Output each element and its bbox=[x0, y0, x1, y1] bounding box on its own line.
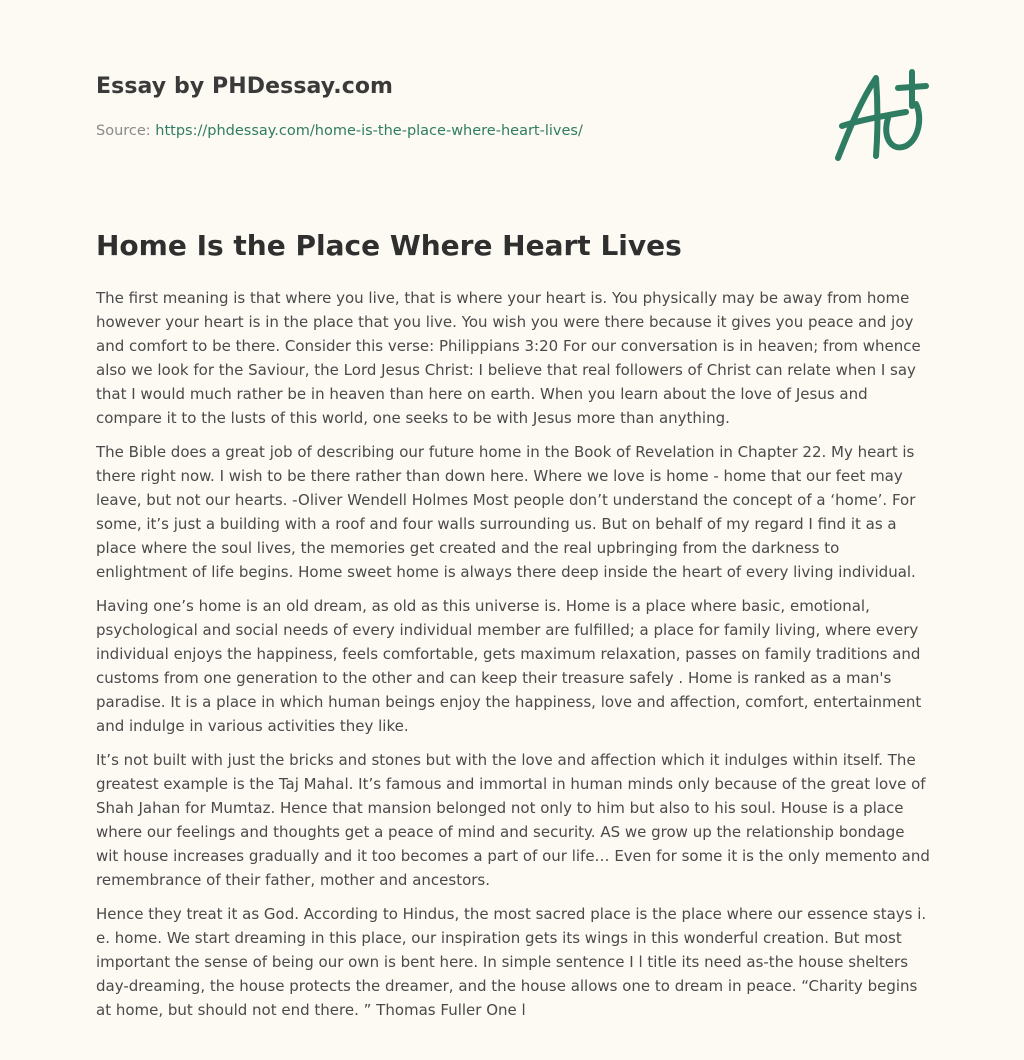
source-link[interactable]: https://phdessay.com/home-is-the-place-where-heart-lives/ bbox=[155, 123, 583, 139]
a-plus-logo-icon bbox=[826, 66, 930, 166]
source-line bbox=[96, 123, 583, 139]
essay-body bbox=[96, 286, 930, 1022]
essay-paragraph: The Bible does a great job of describing our future home in the Book of Revelation in Chapter 22. My heart is there right now. I wish to be there rather than down here. Where we love is home - home that our feet may leave, but not our hearts. -Oliver Wendell Holmes Most people don’t understand the concept of a ‘home’. For some, it’s just a building with a roof and four walls surrounding us. But on behalf of my regard I find it as a place where the soul lives, the memories get created and the real upbringing from the darkness to enlightment of life begins. Home sweet home is always there deep inside the heart of every living individual. bbox=[96, 443, 916, 581]
site-name: Essay by PHDessay.com bbox=[96, 74, 394, 99]
source-label: Source: bbox=[96, 123, 151, 139]
page-header bbox=[96, 0, 930, 200]
essay-paragraph: The first meaning is that where you live, that is where your heart is. You physically may be away from home however your heart is in the place that you live. You wish you were there because it gives you peace and joy and comfort to be there. Consider this verse: Philippians 3:20 For our conversation is in heaven; from whence also we look for the Saviour, the Lord Jesus Christ: I believe that real followers of Christ can relate when I say that I would much rather be in heaven than here on earth. When you learn about the love of Jesus and compare it to the lusts of this world, one seeks to be with Jesus more than anything. bbox=[96, 289, 921, 427]
essay-paragraph: It’s not built with just the bricks and stones but with the love and affection which it indulges within itself. The greatest example is the Taj Mahal. It’s famous and immortal in human minds only because of the great love of Shah Jahan for Mumtaz. Hence that mansion belonged not only to him but also to his soul. House is a place where our feelings and thoughts get a peace of mind and security. AS we grow up the relationship bondage wit house increases gradually and it too becomes a part of our life… Even for some it is the only memento and remembrance of their father, mother and ancestors. bbox=[96, 751, 930, 889]
essay-title: Home Is the Place Where Heart Lives bbox=[96, 229, 682, 262]
essay-paragraph: Having one’s home is an old dream, as old as this universe is. Home is a place where basic, emotional, psychological and social needs of every individual member are fulfilled; a place for family living, where every individual enjoys the happiness, feels comfortable, gets maximum relaxation, passes on family traditions and customs from one generation to the other and can keep their treasure safely . Home is ranked as a man's paradise. It is a place in which human beings enjoy the happiness, love and affection, comfort, entertainment and indulge in various activities they like. bbox=[96, 597, 922, 735]
essay-paragraph: Hence they treat it as God. According to Hindus, the most sacred place is the place where our essence stays i. e. home. We start dreaming in this place, our inspiration gets its wings in this wonderful creation. But most important the sense of being our own is bent here. In simple sentence I l title its need as-the house shelters day-dreaming, the house protects the dreamer, and the house allows one to dream in peace. “Charity begins at home, but should not end there. ” Thomas Fuller One l bbox=[96, 905, 927, 1019]
